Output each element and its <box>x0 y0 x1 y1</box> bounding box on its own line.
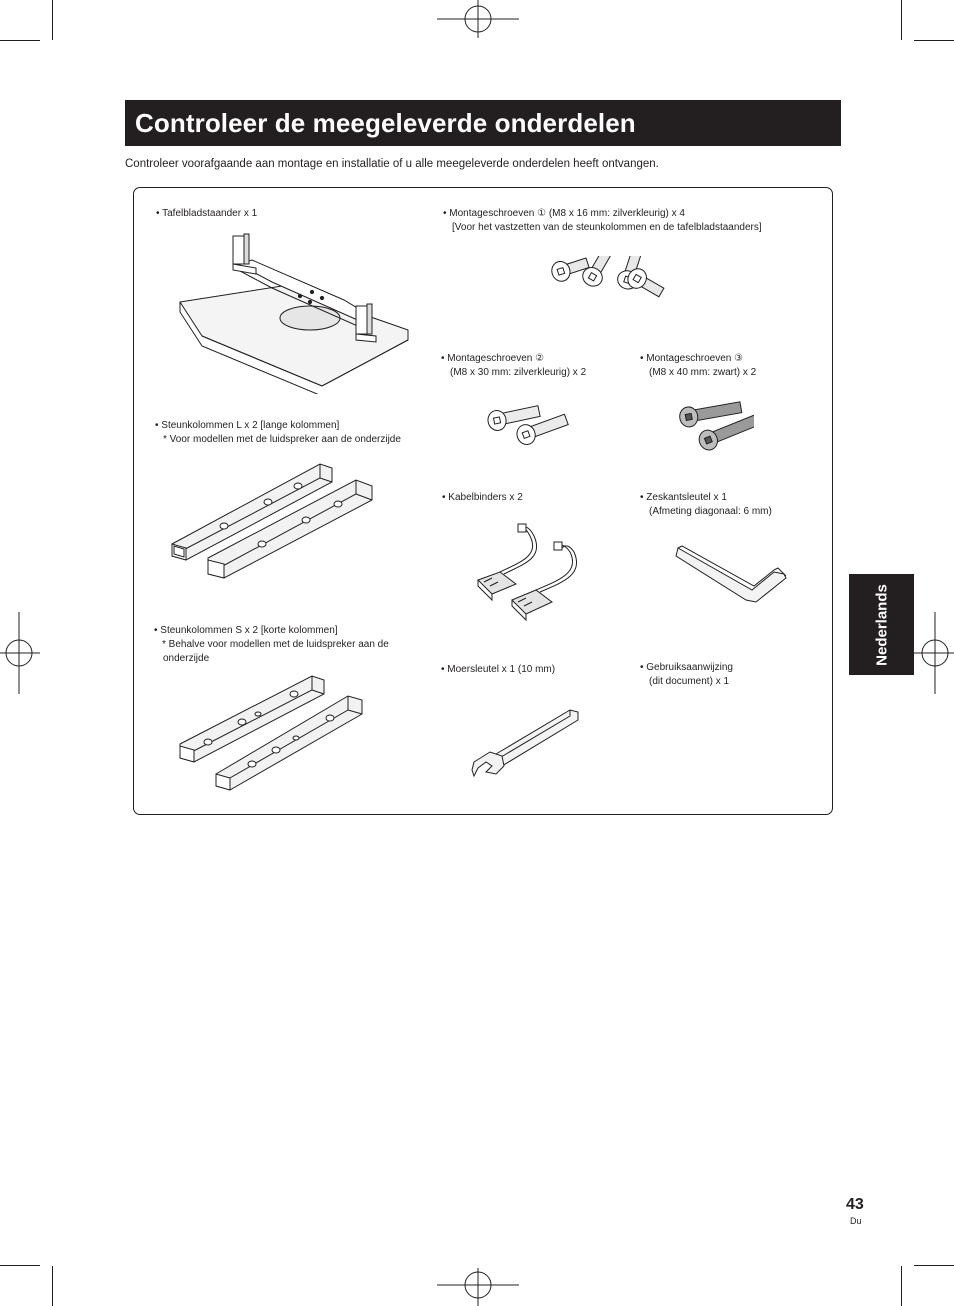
columns-l-label: • Steunkolommen L x 2 [lange kolommen] * Voor modellen met de luidspreker aan de onderzijde <box>155 420 401 445</box>
page-title-bar <box>125 100 841 146</box>
crop-mark <box>0 40 40 41</box>
columns-l-illustration <box>168 456 378 584</box>
hex-key-illustration <box>674 542 792 604</box>
page-title: Controleer de meegeleverde onderdelen <box>135 107 636 138</box>
crop-mark <box>52 1266 53 1306</box>
crop-mark <box>901 1266 902 1306</box>
intro-text: Controleer voorafgaande aan montage en installatie of u alle meegeleverde onderdelen heeft ontvangen. <box>125 158 659 170</box>
columns-s-label: • Steunkolommen S x 2 [korte kolommen] * Behalve voor modellen met de luidspreker aan de onderzijde <box>154 625 389 664</box>
registration-mark <box>914 612 954 694</box>
registration-mark <box>437 1266 519 1306</box>
manual-label: • Gebruiksaanwijzing (dit document) x 1 <box>640 662 733 687</box>
screws3-label: • Montageschroeven ③ (M8 x 40 mm: zwart) x 2 <box>640 353 757 378</box>
crop-mark <box>901 0 902 40</box>
screws2-illustration <box>482 402 572 458</box>
cable-ties-illustration <box>470 522 584 624</box>
crop-mark <box>52 0 53 40</box>
hex-key-label: • Zeskantsleutel x 1 (Afmeting diagonaal: 6 mm) <box>640 492 772 517</box>
registration-mark <box>437 0 519 40</box>
tabletop-stand-illustration <box>172 226 412 394</box>
language-tab-label: Nederlands <box>873 583 890 666</box>
page-number: 43 <box>846 1196 864 1213</box>
screws1-illustration <box>544 256 674 316</box>
crop-mark <box>0 1265 40 1266</box>
screws3-illustration <box>674 400 754 462</box>
crop-mark <box>914 1265 954 1266</box>
screws2-label: • Montageschroeven ② (M8 x 30 mm: zilverkleurig) x 2 <box>441 353 587 378</box>
registration-mark <box>0 612 40 694</box>
screws1-label: • Montageschroeven ① (M8 x 16 mm: zilverkleurig) x 4 [Voor het vastzetten van de steunkolommen en de tafelbladstaanders] <box>443 208 762 233</box>
tabletop-stand-label: • Tafelbladstaander x 1 <box>156 208 258 219</box>
wrench-illustration <box>468 706 586 780</box>
language-tab <box>849 574 914 675</box>
crop-mark <box>914 40 954 41</box>
cable-ties-label: • Kabelbinders x 2 <box>442 492 523 503</box>
columns-s-illustration <box>176 672 368 794</box>
page-language-code: Du <box>850 1216 862 1226</box>
wrench-label: • Moersleutel x 1 (10 mm) <box>441 664 556 675</box>
